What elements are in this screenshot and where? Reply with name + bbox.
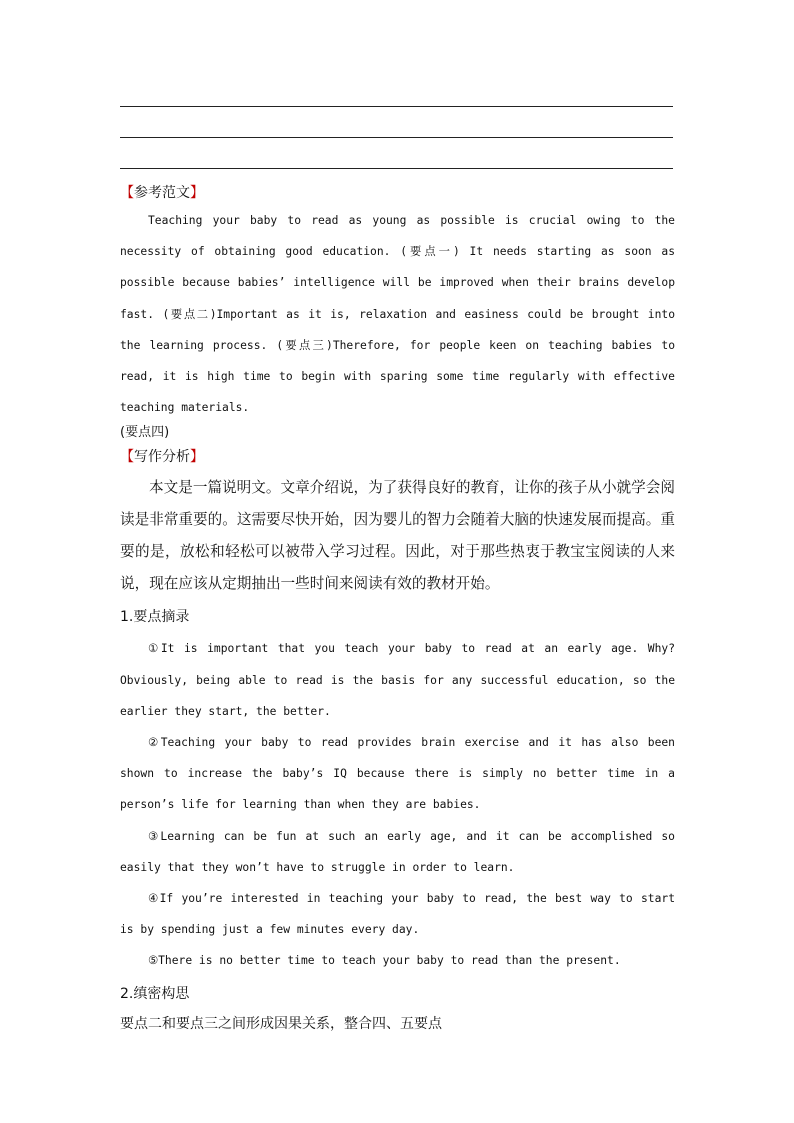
section-2-title: 2.缜密构思: [120, 985, 190, 1002]
section-1-title: 1.要点摘录: [120, 609, 190, 626]
key-point-2: ②Teaching your baby to read provides brain exercise and it has also been shown to increase the baby’s IQ because there is simply no better time in a person’s life for learning than when they are babies.: [120, 736, 675, 812]
key-point-4: ④If you’re interested in teaching your baby to read, the best way to start is by spending just a few minutes every day.: [120, 892, 675, 937]
reference-essay: Teaching your baby to read as young as possible is crucial owing to the necessity of obtaining good education. (要点一) It needs starting as soon as possible because babies’ intelligence will be improved when their brains develop fast. (要点二)Important as it is, relaxation and easiness could be brought into the learning process. (要点三)Therefore, for people keen on teaching babies to read, it is high time to begin with sparing some time regularly with effective teaching materials.: [120, 214, 675, 415]
bracket-close: 】: [190, 185, 204, 201]
analysis-heading-text: 写作分析: [134, 449, 190, 466]
analysis-heading: [120, 445, 675, 469]
analysis-summary: 本文是一篇说明文。文章介绍说，为了获得良好的教育，让你的孩子从小就学会阅读是非常重要的。这需要尽快开始，因为婴儿的智力会随着大脑的快速发展而提高。重要的是，放松和轻松可以被带入学习过程。因此，对于那些热衷于教宝宝阅读的人来说，现在应该从定期抽出一些时间来阅读有效的教材开始。: [120, 479, 675, 593]
answer-line-1: [120, 106, 673, 107]
key-point-1: ①It is important that you teach your baby to read at an early age. Why? Obviously, being able to read is the basis for any successful education, so the earlier they start, the better.: [120, 642, 675, 718]
key-point-5: ⑤There is no better time to teach your baby to read than the present.: [148, 954, 621, 968]
document-body: [120, 181, 675, 1037]
bracket-open: 【: [120, 449, 134, 466]
reference-heading-text: 参考范文: [134, 185, 190, 201]
bracket-close: 】: [190, 449, 204, 466]
reference-heading: [120, 181, 675, 205]
answer-line-2: [120, 137, 673, 138]
bracket-open: 【: [120, 185, 134, 201]
key-point-3: ③Learning can be fun at such an early age, and it can be accomplished so easily that they won’t have to struggle in order to learn.: [120, 829, 675, 874]
answer-line-3: [120, 168, 673, 169]
section-2-text: 要点二和要点三之间形成因果关系，整合四、五要点: [120, 1015, 442, 1032]
reference-essay-tail: (要点四): [120, 425, 170, 441]
